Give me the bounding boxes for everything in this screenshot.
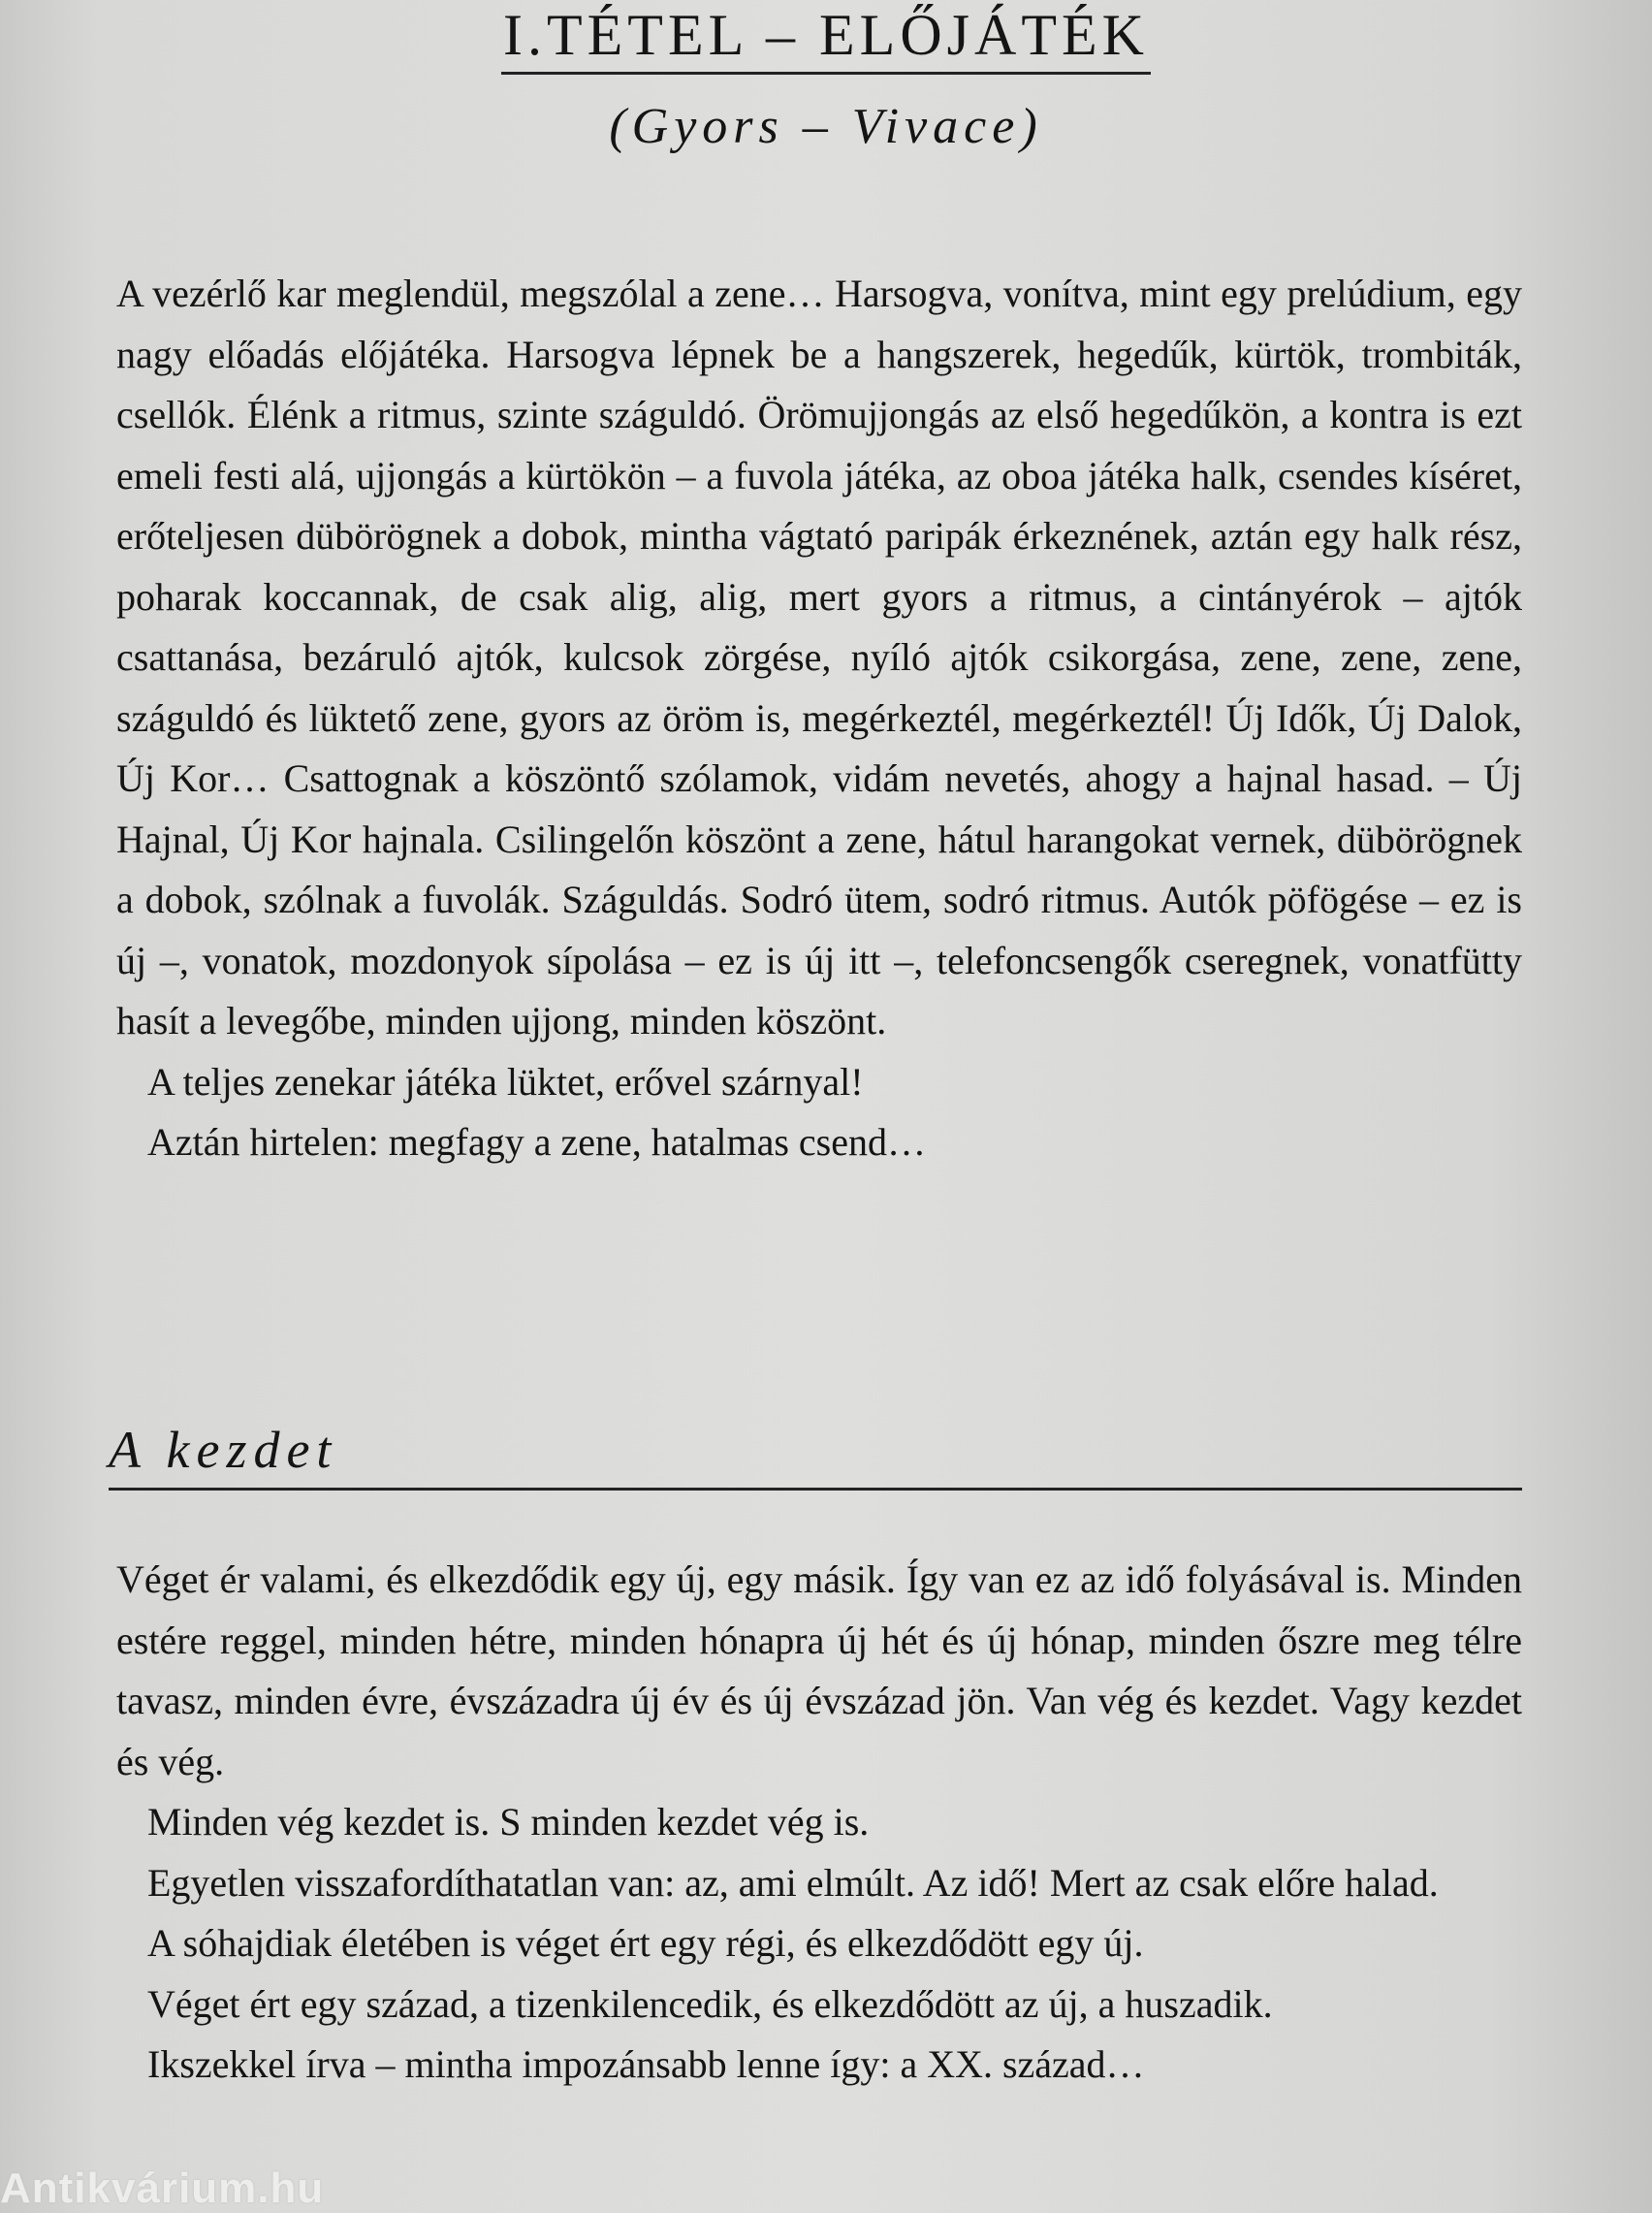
paragraph: A teljes zenekar játéka lüktet, erővel szárnyal!	[147, 1059, 864, 1104]
paragraph: Ikszekkel írva – mintha impozánsabb lenne így: a XX. század…	[147, 2042, 1145, 2086]
paragraph: Véget ér valami, és elkezdődik egy új, egy másik. Így van ez az idő folyásával is. Minden estére reggel, minden hétre, minden hónapra új hét és új hónap, minden őszre meg télre tavasz, minden évre, évszázadra új év és új évszázad jön. Van vég és kezdet. Vagy kezdet és vég.	[116, 1557, 1522, 1783]
watermark: Antikvárium.hu	[0, 2165, 325, 2212]
section-body	[116, 264, 1522, 1173]
section-heading: A kezdet	[109, 1416, 1522, 1491]
paragraph: Minden vég kezdet is. S minden kezdet vég is.	[147, 1800, 870, 1844]
section-body	[116, 1550, 1522, 2096]
paragraph: Véget ért egy század, a tizenkilencedik, és elkezdődött az új, a huszadik.	[147, 1981, 1273, 2026]
paragraph: A sóhajdiak életében is véget ért egy régi, és elkezdődött egy új.	[147, 1921, 1144, 1965]
chapter-title-text: I.TÉTEL – ELŐJÁTÉK	[501, 0, 1151, 75]
chapter-subtitle: (Gyors – Vivace)	[609, 99, 1043, 154]
paragraph: A vezérlő kar meglendül, megszólal a zene… Harsogva, vonítva, mint egy prelúdium, egy nagy előadás előjátéka. Harsogva lépnek be a hangszerek, hegedűk, kürtök, trombiták, csellók. Élénk a ritmus, szinte száguldó. Örömujjongás az első hegedűkön, a kontra is ezt emeli festi alá, ujjongás a kürtökön – a fuvola játéka, az oboa játéka halk, csendes kíséret, erőteljesen dübörögnek a dobok, mintha vágtató paripák érkeznének, aztán egy halk rész, poharak koccannak, de csak alig, alig, mert gyors a ritmus, a cintányérok – ajtók csattanása, bezáruló ajtók, kulcsok zörgése, nyíló ajtók csikorgása, zene, zene, zene, száguldó és lüktető zene, gyors az öröm is, megérkeztél, megérkeztél! Új Idők, Új Dalok, Új Kor… Csattognak a köszöntő szólamok, vidám nevetés, ahogy a hajnal hasad. – Új Hajnal, Új Kor hajnala. Csilingelőn köszönt a zene, hátul harangokat vernek, dübörögnek a dobok, szólnak a fuvolák. Száguldás. Sodró ütem, sodró ritmus. Autók pöfögése – ez is új –, vonatok, mozdonyok sípolása – ez is új itt –, telefoncsengők cseregnek, vonatfütty hasít a levegőbe, minden ujjong, minden köszönt.	[116, 272, 1522, 1042]
paragraph: Aztán hirtelen: megfagy a zene, hatalmas csend…	[147, 1120, 926, 1164]
paragraph: Egyetlen visszafordíthatatlan van: az, ami elmúlt. Az idő! Mert az csak előre halad.	[147, 1860, 1439, 1905]
chapter-title	[0, 0, 1652, 75]
